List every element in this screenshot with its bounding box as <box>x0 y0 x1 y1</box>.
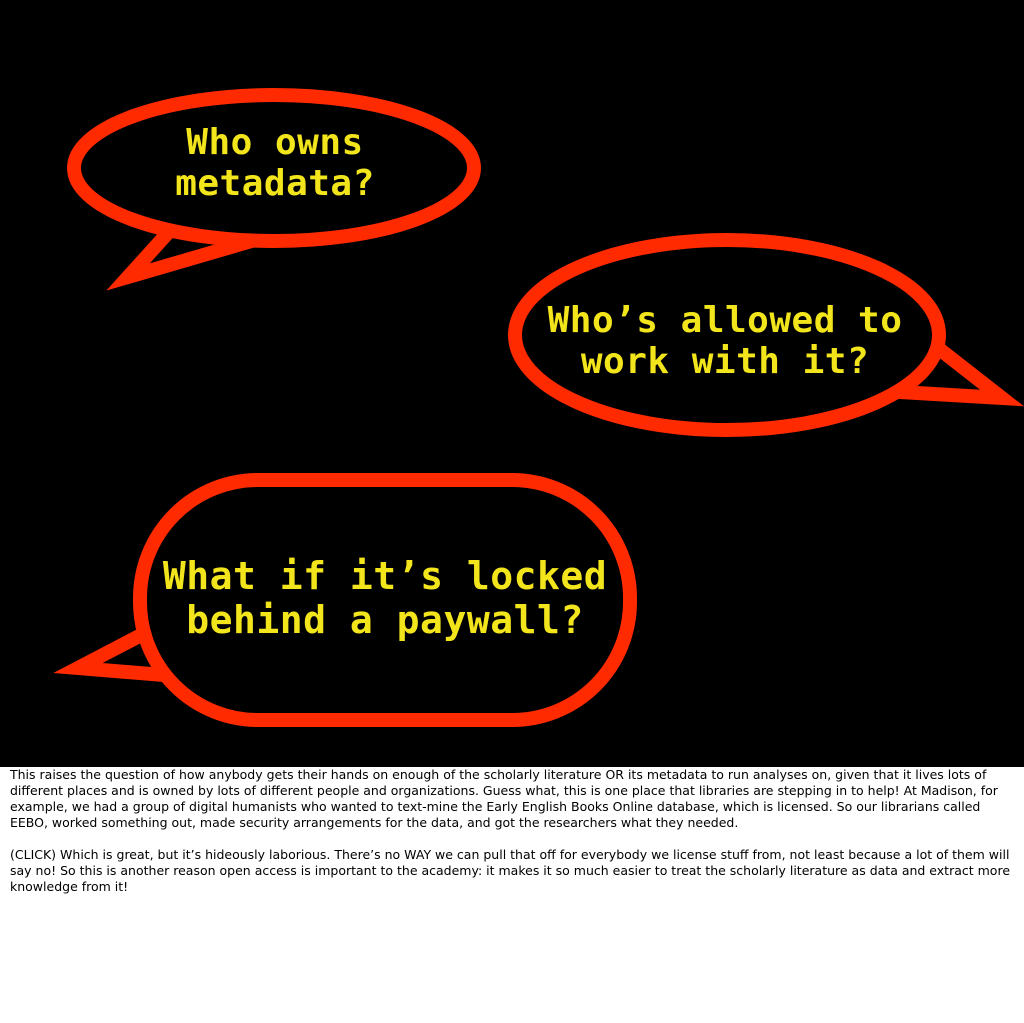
notes-paragraph-2: (CLICK) Which is great, but it’s hideously laborious. There’s no WAY we can pull that off for everybody we license stuff from, not least because a lot of them will say no! So this is another reason open access is important to the academy: it makes it so much easier to treat the scholarly literature as data and extract more knowledge from it! <box>10 847 1011 894</box>
bubble-3-text: What if it’s locked behind a paywall? <box>162 554 608 642</box>
bubble-1-text: Who owns metadata? <box>175 122 375 205</box>
notes-paragraph-1: This raises the question of how anybody gets their hands on enough of the scholarly literature OR its metadata to run analyses on, given that it lives lots of different places and is owned by lots of different people and organizations. Guess what, this is one place that libraries are stepping in to help! At Madison, for example, we had a group of digital humanists who wanted to text-mine the Early English Books Online database, which is licensed. So our librarians called EEBO, worked something out, made security arrangements for the data, and got the researchers what they needed. <box>10 767 998 830</box>
bubble-2-text: Who’s allowed to work with it? <box>547 300 903 383</box>
speaker-notes <box>10 767 1016 911</box>
